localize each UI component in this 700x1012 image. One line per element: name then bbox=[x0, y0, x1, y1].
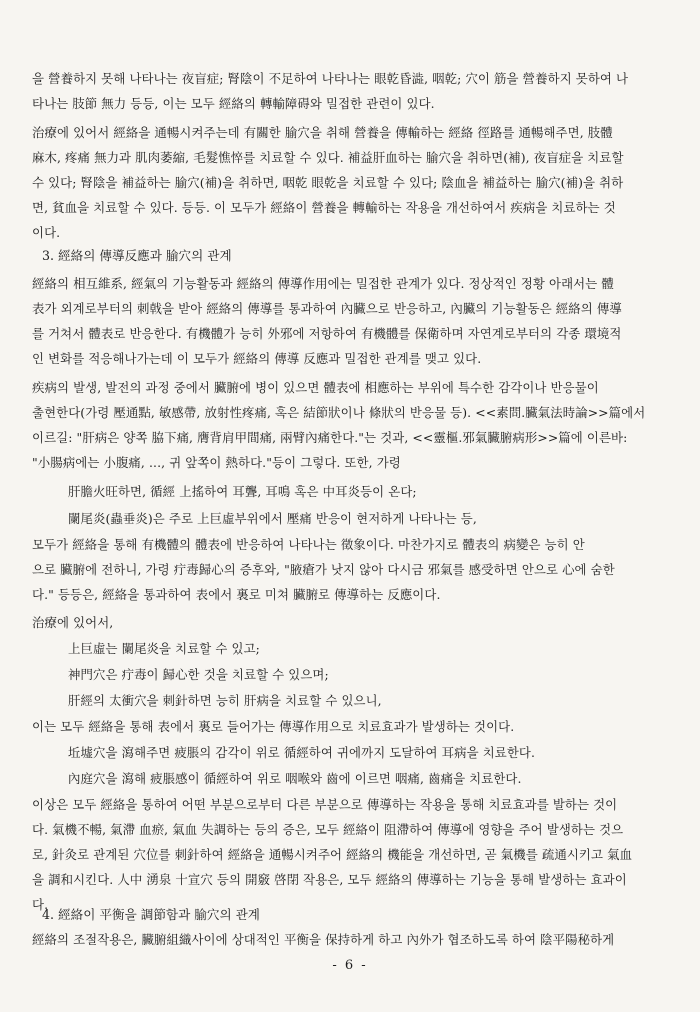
example-1-text: 肝膽火旺하면, 循經 上搖하여 耳聾, 耳鳴 혹은 中耳炎등이 온다; bbox=[68, 484, 417, 499]
example-6-text: 坵墟穴을 瀉해주면 疲脹의 감각이 위로 循經하여 귀에까지 도달하여 耳病을 치료한다. bbox=[68, 745, 536, 760]
paragraph-s3-2-text: 疾病의 발생, 발전의 과정 중에서 臟腑에 병이 있으면 體表에 相應하는 부위에 특수한 감각이나 반응물이 출현한다(가령 壓通點, 敏感帶, 放射性疼痛, 혹은 結節狀이나 條狀의 반응물 등). <<素問.臟氣法時論>>篇에서 이르길: "肝病은 양쪽 脇下痛, 膺背肩甲間痛, 兩臂內痛한다."는 것과, <<靈樞.邪氣臟腑病形>>篇에 이른바: "小腸病에는 小腹痛, ..., 귀 앞쪽이 熱하다."등이 그렇다. 또한, 가령 bbox=[32, 380, 646, 470]
paragraph-top-text: 을 營養하지 못해 나타나는 夜盲症; 腎陰이 不足하여 나타나는 眼乾昏澁, 咽乾; 穴이 筋을 營養하지 못하여 나 타나는 肢節 無力 등등, 이는 모두 經絡의 轉輸障碍와 밀접한 관련이 있다. bbox=[32, 71, 629, 111]
section-3-heading bbox=[32, 244, 674, 268]
paragraph-s3-4-text: 이는 모두 經絡을 통해 表에서 裏로 들어가는 傳導作用으로 치료효과가 발생하는 것이다. bbox=[32, 719, 515, 734]
paragraph-treatment-2-text: 治療에 있어서, bbox=[32, 615, 114, 630]
paragraph-treatment-2 bbox=[32, 610, 674, 635]
example-4 bbox=[32, 662, 674, 687]
section-4-title: 4. 經絡이 平衡을 調節함과 腧穴의 관계 bbox=[42, 907, 260, 922]
example-7 bbox=[32, 766, 674, 791]
example-5 bbox=[32, 688, 674, 713]
paragraph-top bbox=[32, 66, 674, 116]
paragraph-s3-4 bbox=[32, 714, 674, 739]
paragraph-s4-1-text: 經絡의 조절작용은, 臟腑組織사이에 상대적인 平衡을 保持하게 하고 內外가 협조하도록 하여 陰平陽秘하게 bbox=[32, 932, 615, 947]
example-4-text: 神門穴은 疔毒이 歸心한 것을 치료할 수 있으며; bbox=[68, 667, 329, 682]
section-4-heading bbox=[32, 903, 674, 927]
paragraph-s3-1 bbox=[32, 271, 674, 371]
paragraph-s3-3-text: 모두가 經絡을 통해 有機體의 體表에 반응하여 나타나는 徵象이다. 마찬가지로 體表의 病變은 능히 안 으로 臟腑에 전하니, 가령 疔毒歸心의 증후와, "腋瘡가 낫지 않아 다시금 邪氣를 感受하면 안으로 心에 숨한 다." 등등은, 經絡을 통과하여 表에서 裏로 미쳐 臟腑로 傳導하는 反應이다. bbox=[32, 537, 615, 602]
example-3-text: 上巨虛는 闌尾炎을 치료할 수 있고; bbox=[68, 641, 260, 656]
example-2 bbox=[32, 506, 674, 531]
paragraph-s3-5 bbox=[32, 792, 674, 917]
page-number: - 6 - bbox=[332, 958, 368, 973]
paragraph-s3-3 bbox=[32, 532, 674, 607]
example-1 bbox=[32, 479, 674, 504]
paragraph-s3-5-text: 이상은 모두 經絡을 통하여 어떤 부분으로부터 다른 부분으로 傳導하는 작용을 통해 치료효과를 발하는 것이 다. 氣機不暢, 氣滯 血瘀, 氣血 失調하는 등의 증은, 모두 經絡이 阻滯하여 傳導에 영향을 주어 발생하는 것으 로, 針灸로 관계된 穴位를 刺針하여 經絡을 通暢시켜주어 經絡의 機能을 개선하면, 곧 氣機를 疏通시키고 氣血 을 調和시킨다. 人中 湧泉 十宣穴 등의 開竅 啓閉 작용은, 모두 經絡의 傳導하는 기능을 통해 발생하는 효과이 다. bbox=[32, 797, 633, 912]
example-5-text: 肝經의 太衝穴을 刺針하면 능히 肝病을 치료할 수 있으니, bbox=[68, 693, 382, 708]
paragraph-treatment-1 bbox=[32, 120, 674, 245]
paragraph-s3-1-text: 經絡의 相互維系, 經氣의 기능활동과 經絡의 傳導作用에는 밀접한 관계가 있다. 정상적인 정황 아래서는 體 表가 외계로부터의 刺戟을 받아 經絡의 傳導를 통과하여 內臟으로 반응하고, 內臟의 기능활동은 經絡의 傳導 를 거쳐서 體表로 반응한다. 有機體가 능히 外邪에 저항하여 有機體를 保衛하며 자연계로부터의 각종 環境적 인 변화를 적응해나가는데 이 모두가 經絡의 傳導 反應과 밀접한 관계를 맺고 있다. bbox=[32, 276, 622, 366]
example-6 bbox=[32, 740, 674, 765]
example-3 bbox=[32, 636, 674, 661]
example-2-text: 闌尾炎(蟲垂炎)은 주로 上巨虛부위에서 壓痛 반응이 현저하게 나타나는 등, bbox=[68, 511, 477, 526]
paragraph-treatment-1-text: 治療에 있어서 經絡을 通暢시켜주는데 有關한 腧穴을 취해 營養을 傳輸하는 經絡 徑路를 通暢해주면, 肢體 麻木, 疼痛 無力과 肌肉萎縮, 毛髮憔悴를 치료할 수 있다. 補益肝血하는 腧穴을 취하면(補), 夜盲症을 치료할 수 있다; 腎陰을 補益하는 腧穴(補)을 취하면, 咽乾 眼乾을 치료할 수 있다; 陰血을 補益하는 腧穴(補)을 취하 면, 貧血을 치료할 수 있다. 등등. 이 모두가 經絡이 營養을 轉輸하는 작용을 개선하여서 疾病을 치료하는 것 이다. bbox=[32, 125, 624, 240]
example-7-text: 內庭穴을 瀉해 疲脹感이 循經하여 위로 咽喉와 齒에 이르면 咽痛, 齒痛을 치료한다. bbox=[68, 771, 522, 786]
paragraph-s3-2 bbox=[32, 375, 674, 475]
paragraph-s4-1 bbox=[32, 927, 674, 952]
section-3-title: 3. 經絡의 傳導反應과 腧穴의 관계 bbox=[42, 248, 232, 263]
